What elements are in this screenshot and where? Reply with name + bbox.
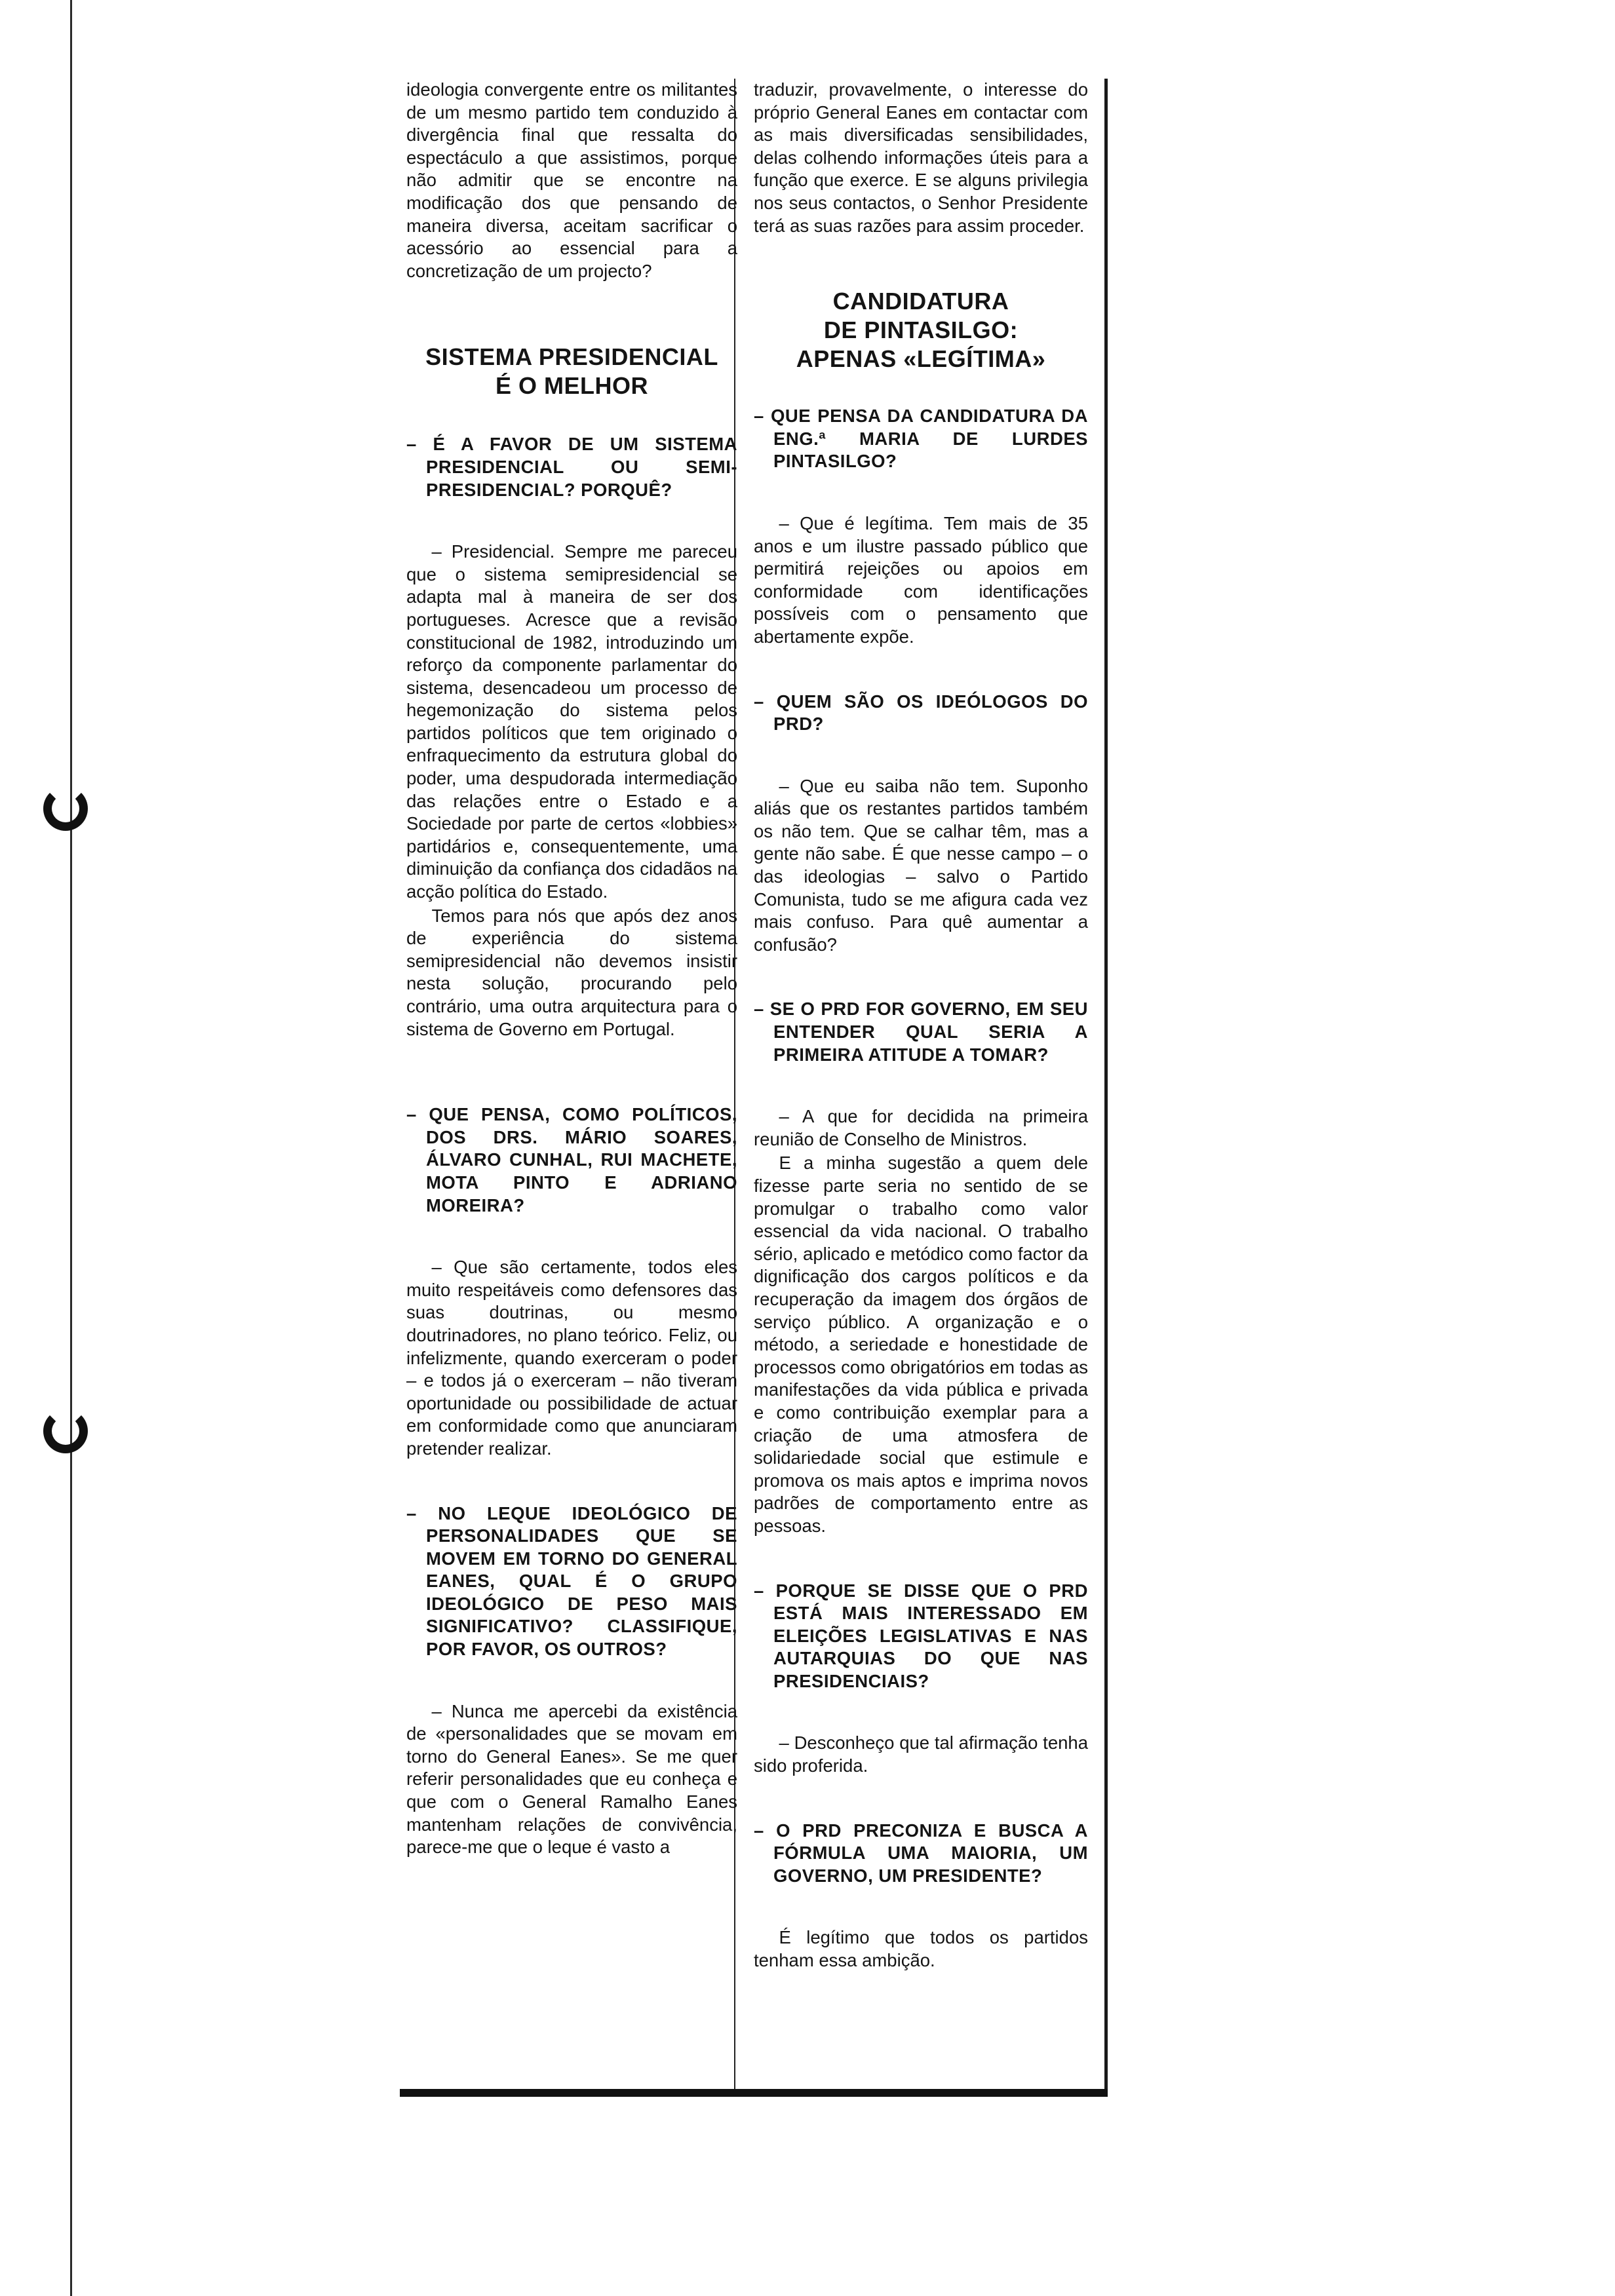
interview-answer: – Desconheço que tal afirmação tenha sido proferida. — [754, 1732, 1088, 1776]
interview-answer: – Que eu saiba não tem. Suponho aliás que os restantes partidos também os não tem. Que se calhar têm, mas a gente não sabe. É que nesse campo – o das ideologias – salvo o Partido Comunista, tudo se me afigura cada vez mais confuso. Para quê aumentar a confusão? — [754, 775, 1088, 955]
heading-line: É O MELHOR — [495, 372, 648, 400]
interview-question: – O PRD PRECONIZA E BUSCA A FÓRMULA UMA MAIORIA, UM GOVERNO, UM PRESIDENTE? — [754, 1820, 1088, 1886]
interview-question: – NO LEQUE IDEOLÓGICO DE PERSONALIDADES QUE SE MOVEM EM TORNO DO GENERAL EANES, QUAL É O GRUPO IDEOLÓGICO DE PESO MAIS SIGNIFICATIVO? CLASSIFIQUE, POR FAVOR, OS OUTROS? — [406, 1502, 737, 1660]
interview-question: – PORQUE SE DISSE QUE O PRD ESTÁ MAIS INTERESSADO EM ELEIÇÕES LEGISLATIVAS E NAS AUTARQUIAS DO QUE NAS PRESIDENCIAIS? — [754, 1580, 1088, 1691]
interview-question: – QUEM SÃO OS IDEÓLOGOS DO PRD? — [754, 691, 1088, 735]
interview-answer: – Presidencial. Sempre me pareceu que o sistema semipresidencial se adapta mal à maneira de ser dos portugueses. Acresce que a revisão constitucional de 1982, introduzindo um reforço da componente parlamentar do sistema, desencadeou um processo de hegemonização do sistema pelos partidos políticos que tem originado o enfraquecimento da estrutura global do poder, uma despudorada intermediação das relações entre o Estado e a Sociedade por parte de certos «lobbies» partidários e, consequentemente, uma diminuição da confiança dos cidadãos na acção política do Estado. — [406, 541, 737, 902]
section-heading — [754, 287, 1088, 373]
heading-line: CANDIDATURA — [832, 288, 1009, 315]
interview-question: – QUE PENSA DA CANDIDATURA DA ENG.ª MARIA DE LURDES PINTASILGO? — [754, 406, 1088, 472]
article-column-right — [754, 79, 1088, 1972]
interview-answer: E a minha sugestão a quem dele fizesse parte seria no sentido de se promulgar o trabalho como valor essencial da vida nacional. O trabalho sério, aplicado e metódico como factor da dignificação dos cargos políticos e da recuperação da imagem dos órgãos de serviço público. A organização e o método, a seriedade e honestidade de processos como obrigatórios em todas as manifestações da vida pública e privada e como contribuição exemplar para a criação de uma atmosfera de solidariedade social que estimule e promova os mais aptos e imprima novos padrões de comportamento entre as pessoas. — [754, 1153, 1088, 1536]
interview-answer: – Que são certamente, todos eles muito respeitáveis como defensores das suas doutrinas, ou mesmo doutrinadores, no plano teórico. Feliz, ou infelizmente, quando exerceram o poder – e todos já o exerceram – não tiveram oportunidade ou possibilidade de actuar em conformidade como que anunciaram pretender realizar. — [406, 1257, 737, 1459]
heading-line: APENAS «LEGÍTIMA» — [796, 345, 1046, 373]
interview-question: – SE O PRD FOR GOVERNO, EM SEU ENTENDER QUAL SERIA A PRIMEIRA ATITUDE A TOMAR? — [754, 999, 1088, 1065]
punch-hole — [43, 786, 88, 831]
article-column-left — [406, 79, 737, 1859]
paragraph: traduzir, provavelmente, o interesse do próprio General Eanes em contactar com as mais diversificadas sensibilidades, delas colhendo informações úteis para a função que exerce. E se alguns privilegia nos seus contactos, o Senhor Presidente terá as suas razões para assim proceder. — [754, 79, 1088, 236]
paragraph: ideologia convergente entre os militantes de um mesmo partido tem conduzido à divergência final que ressalta do espectáculo a que assistimos, porque não admitir que se encontre na modificação dos que pensando de maneira diversa, aceitam sacrificar o acessório ao essencial para a concretização de um projecto? — [406, 79, 737, 281]
interview-answer: – Nunca me apercebi da existência de «personalidades que se movam em torno do General Eanes». Se me quer referir personalidades que eu conheça e que com o General Ramalho Eanes mantenham relações de convivência, parece-me que o leque é vasto a — [406, 1700, 737, 1858]
interview-question: – QUE PENSA, COMO POLÍTICOS, DOS DRS. MÁRIO SOARES, ÁLVARO CUNHAL, RUI MACHETE, MOTA PINTO E ADRIANO MOREIRA? — [406, 1104, 737, 1215]
interview-answer: Temos para nós que após dez anos de experiência do sistema semipresidencial não devemos insistir nesta solução, procurando pelo contrário, uma outra arquitectura para o sistema de Governo em Portugal. — [406, 905, 737, 1039]
clipping-bottom-rule — [400, 2089, 1108, 2097]
interview-answer: – Que é legítima. Tem mais de 35 anos e um ilustre passado público que permitirá rejeições ou apoios em conformidade com identificações possíveis com o pensamento que abertamente expõe. — [754, 512, 1088, 647]
column-border-right — [1104, 79, 1108, 2097]
punch-hole — [43, 1409, 88, 1453]
heading-line: DE PINTASILGO: — [823, 316, 1019, 344]
interview-question: – É A FAVOR DE UM SISTEMA PRESIDENCIAL OU SEMI-PRESIDENCIAL? PORQUÊ? — [406, 434, 737, 500]
interview-answer: – A que for decidida na primeira reunião de Conselho de Ministros. — [754, 1106, 1088, 1149]
newspaper-clipping — [390, 79, 1111, 2110]
binder-margin-line — [70, 0, 72, 2296]
heading-line: SISTEMA PRESIDENCIAL — [425, 343, 718, 371]
section-heading — [406, 343, 737, 400]
interview-answer: É legítimo que todos os partidos tenham essa ambição. — [754, 1927, 1088, 1971]
